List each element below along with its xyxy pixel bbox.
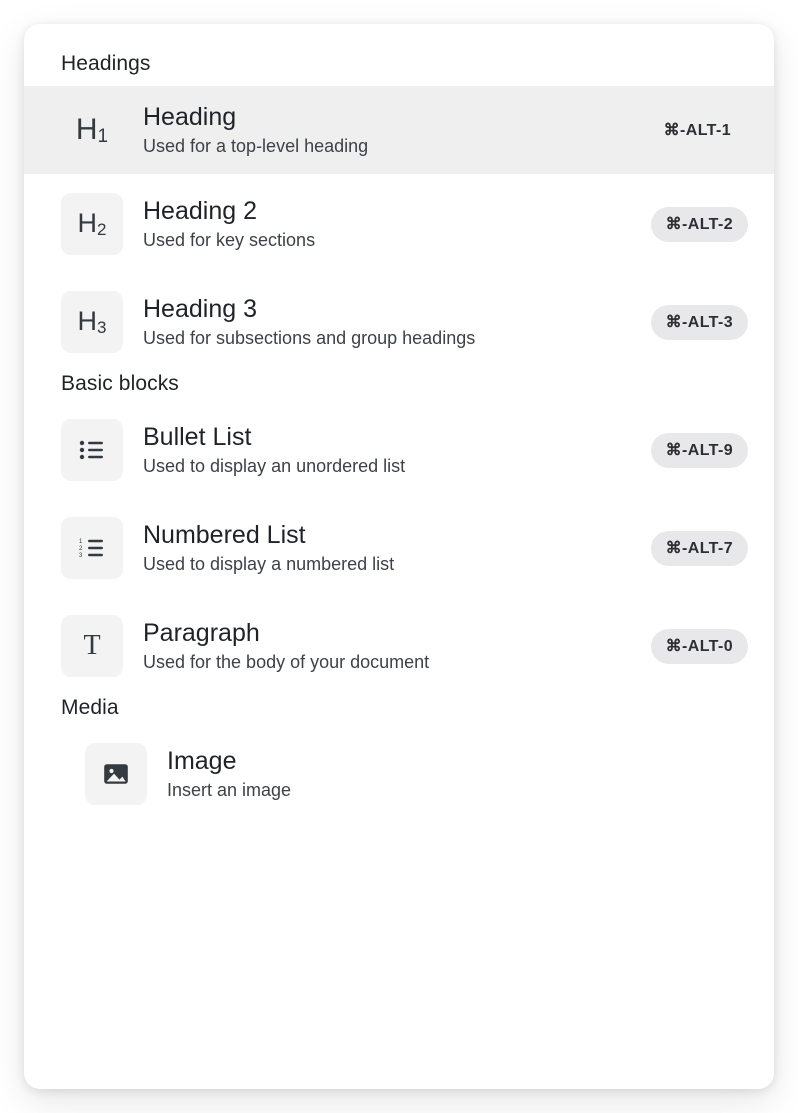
menu-item-text — [167, 747, 748, 801]
svg-text:3: 3 — [79, 553, 83, 558]
menu-item-title: Heading 2 — [143, 197, 257, 226]
svg-text:1: 1 — [79, 539, 83, 545]
menu-item-shortcut: ⌘-ALT-7 — [651, 531, 748, 566]
menu-item-title: Paragraph — [143, 619, 260, 648]
menu-item-description: Used for a top-level heading — [143, 136, 369, 157]
h3-icon-level: 3 — [97, 318, 107, 337]
menu-item-description: Used for key sections — [143, 230, 316, 251]
group-label-media: Media — [61, 696, 119, 719]
menu-item-description: Used for subsections and group headings — [143, 328, 476, 349]
menu-item-paragraph[interactable] — [24, 602, 774, 690]
h3-icon — [61, 291, 123, 353]
menu-item-text — [143, 295, 651, 349]
menu-item-text — [143, 619, 651, 673]
group-label-basic-blocks: Basic blocks — [61, 372, 179, 395]
h2-icon — [61, 193, 123, 255]
menu-item-heading[interactable] — [24, 86, 774, 174]
menu-item-title: Heading 3 — [143, 295, 257, 324]
menu-item-shortcut: ⌘-ALT-3 — [651, 305, 748, 340]
h3-icon-letter: H — [77, 306, 98, 336]
menu-item-description: Used to display an unordered list — [143, 456, 406, 477]
h1-icon-level: 1 — [97, 125, 109, 147]
menu-item-title: Heading — [143, 103, 237, 132]
menu-item-description: Insert an image — [167, 780, 292, 801]
menu-item-title: Numbered List — [143, 521, 306, 550]
menu-item-text — [143, 521, 651, 575]
h1-icon — [61, 99, 123, 161]
menu-item-heading-2[interactable] — [24, 180, 774, 268]
numbered-list-icon — [61, 517, 123, 579]
menu-item-description: Used for the body of your document — [143, 652, 430, 673]
h2-icon-level: 2 — [97, 220, 107, 239]
menu-item-shortcut: ⌘-ALT-9 — [651, 433, 748, 468]
svg-text:2: 2 — [79, 546, 83, 552]
menu-item-bullet-list[interactable] — [24, 406, 774, 494]
menu-item-heading-3[interactable] — [24, 278, 774, 366]
menu-item-text — [143, 197, 651, 251]
menu-item-image[interactable] — [24, 730, 774, 818]
paragraph-icon — [61, 615, 123, 677]
menu-item-description: Used to display a numbered list — [143, 554, 395, 575]
menu-item-text — [143, 103, 649, 157]
menu-item-title: Bullet List — [143, 423, 252, 452]
slash-command-menu — [24, 24, 774, 1089]
menu-item-shortcut: ⌘-ALT-1 — [663, 121, 731, 139]
group-label-headings: Headings — [61, 52, 151, 75]
h1-icon-letter: H — [75, 112, 98, 146]
menu-item-title: Image — [167, 747, 237, 776]
paragraph-icon-letter: T — [83, 630, 101, 661]
h2-icon-letter: H — [77, 208, 98, 238]
menu-item-numbered-list[interactable] — [24, 504, 774, 592]
menu-item-text — [143, 423, 651, 477]
menu-item-shortcut: ⌘-ALT-2 — [651, 207, 748, 242]
menu-item-shortcut: ⌘-ALT-0 — [651, 629, 748, 664]
image-icon — [85, 743, 147, 805]
bullet-list-icon — [61, 419, 123, 481]
